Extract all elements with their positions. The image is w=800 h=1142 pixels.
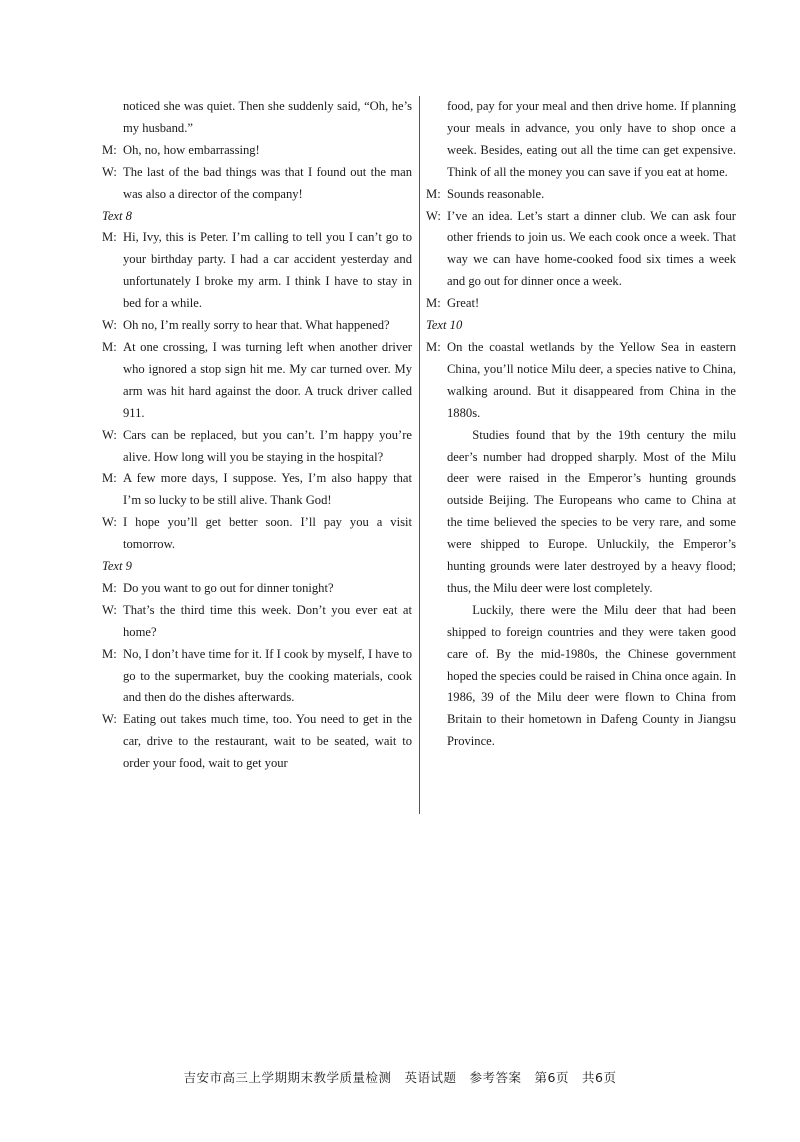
dialogue-line <box>426 206 736 294</box>
speaker-label: W: <box>102 602 117 617</box>
dialogue-line <box>102 644 412 710</box>
dialogue-line <box>426 337 736 425</box>
dialogue-text: Oh, no, how embarrassing! <box>123 142 260 157</box>
left-column <box>102 96 412 775</box>
dialogue-line <box>102 315 412 337</box>
passage-paragraph: Luckily, there were the Milu deer that had been shipped to foreign countries and they were taken good care of. By the mid-1980s, the Chinese government hoped the species could be raised in China once again. In 1986, 39 of the Milu deer were flown to China from Britain to their hometown in Dafeng County in Jiangsu Province. <box>447 602 736 749</box>
page-footer: 吉安市高三上学期期末教学质量检测 英语试题 参考答案 第6页 共6页 <box>183 1070 617 1085</box>
dialogue-text: Sounds reasonable. <box>447 186 545 201</box>
dialogue-text: No, I don’t have time for it. If I cook by myself, I have to go to the supermarket, buy the cooking materials, cook and then do the dishes afterwards. <box>123 646 412 705</box>
dialogue-line <box>102 512 412 556</box>
dialogue-line <box>426 293 736 315</box>
dialogue-text: That’s the third time this week. Don’t you ever eat at home? <box>123 602 412 639</box>
speaker-label: M: <box>102 646 117 661</box>
dialogue-text: A few more days, I suppose. Yes, I’m also happy that I’m so lucky to be still alive. Thank God! <box>123 471 412 508</box>
dialogue-line <box>102 140 412 162</box>
speaker-label: M: <box>102 471 117 486</box>
dialogue-text: Great! <box>447 296 480 311</box>
section-heading: Text 10 <box>426 318 463 333</box>
column-divider <box>419 96 420 814</box>
section-heading: Text 8 <box>102 208 132 223</box>
dialogue-line <box>102 337 412 425</box>
dialogue-line <box>102 578 412 600</box>
dialogue-text: The last of the bad things was that I found out the man was also a director of the company! <box>123 164 412 201</box>
dialogue-line <box>102 709 412 775</box>
speaker-label: W: <box>426 208 441 223</box>
dialogue-text: Cars can be replaced, but you can’t. I’m happy you’re alive. How long will you be staying in the hospital? <box>123 427 412 464</box>
speaker-label: W: <box>102 318 117 333</box>
speaker-label: W: <box>102 427 117 442</box>
dialogue-line <box>426 184 736 206</box>
speaker-label: M: <box>426 296 441 311</box>
continued-text: noticed she was quiet. Then she suddenly said, “Oh, he’s my husband.” <box>123 99 412 135</box>
speaker-label: W: <box>102 515 117 530</box>
speaker-label: M: <box>102 339 117 354</box>
speaker-label: W: <box>102 712 117 727</box>
dialogue-line <box>102 468 412 512</box>
dialogue-line <box>102 227 412 315</box>
continued-text: food, pay for your meal and then drive home. If planning your meals in advance, you only have to shop once a week. Besides, eating out all the time can get expensive. Think of all the money you can save if you eat at home. <box>447 99 736 179</box>
passage-paragraph: Studies found that by the 19th century the milu deer’s number had dropped sharply. Most of the Milu deer were raised in the Emperor’s hunting grounds outside Beijing. The Europeans who came to China at the time believed the species to be very rare, and some were shipped to Europe. Unluckily, the Emperor’s hunting grounds were later destroyed by a heavy flood; thus, the Milu deer were lost completely. <box>447 427 736 595</box>
dialogue-text: On the coastal wetlands by the Yellow Sea in eastern China, you’ll notice Milu deer, a species native to China, walking around. But it disappeared from China in the 1880s. <box>447 339 736 420</box>
speaker-label: W: <box>102 164 117 179</box>
speaker-label: M: <box>102 230 117 245</box>
section-heading: Text 9 <box>102 559 132 574</box>
speaker-label: M: <box>426 186 441 201</box>
speaker-label: M: <box>102 142 117 157</box>
right-column <box>426 96 736 753</box>
dialogue-text: Hi, Ivy, this is Peter. I’m calling to tell you I can’t go to your birthday party. I had a car accident yesterday and unfortunately I broke my arm. I think I have to stay in bed for a while. <box>123 230 412 311</box>
speaker-label: M: <box>102 580 117 595</box>
dialogue-line <box>102 600 412 644</box>
dialogue-text: At one crossing, I was turning left when another driver who ignored a stop sign hit me. My car turned over. My arm was hit hard against the door. A truck driver called 911. <box>123 339 412 420</box>
dialogue-text: Eating out takes much time, too. You need to get in the car, drive to the restaurant, wait to be seated, wait to order your food, wait to get your <box>123 712 412 771</box>
speaker-label: M: <box>426 339 441 354</box>
dialogue-text: Oh no, I’m really sorry to hear that. What happened? <box>123 318 390 333</box>
dialogue-line <box>102 162 412 206</box>
dialogue-text: I hope you’ll get better soon. I’ll pay you a visit tomorrow. <box>123 515 412 552</box>
dialogue-line <box>102 425 412 469</box>
dialogue-text: Do you want to go out for dinner tonight? <box>123 580 334 595</box>
dialogue-text: I’ve an idea. Let’s start a dinner club. We can ask four other friends to join us. We each cook once a week. That way we can have home-cooked food six times a week and go out for dinner once a week. <box>447 208 736 289</box>
